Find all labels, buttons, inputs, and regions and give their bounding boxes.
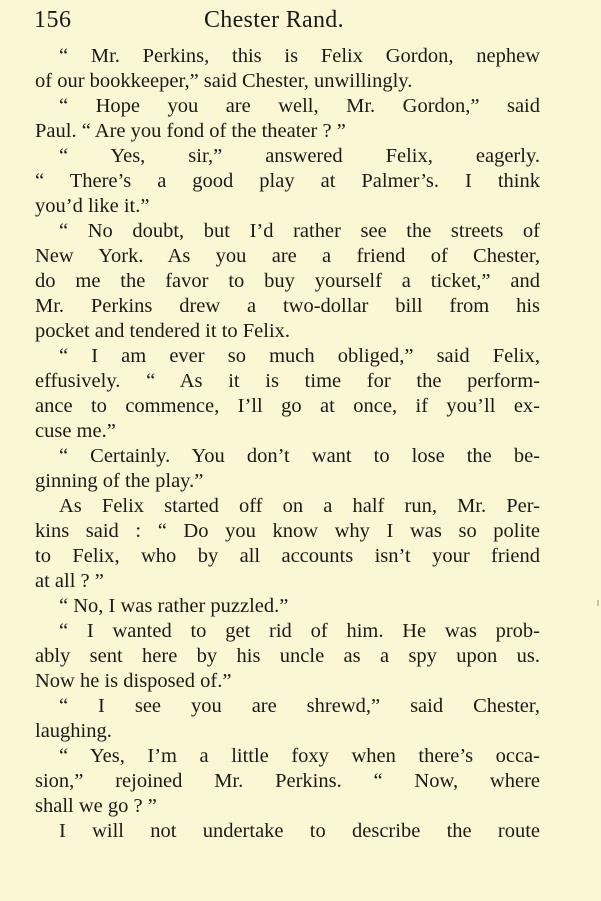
- text-line: “ I am ever so much obliged,” said Felix,: [59, 345, 540, 367]
- text-line: sion,” rejoined Mr. Perkins. “ Now, where: [35, 770, 540, 792]
- text-line: “ There’s a good play at Palmer’s. I think: [35, 170, 540, 192]
- text-line: “ No doubt, but I’d rather see the streets of: [59, 220, 540, 242]
- text-line: “ I see you are shrewd,” said Chester,: [59, 695, 540, 717]
- text-line: Paul. “ Are you fond of the theater ? ”: [35, 120, 346, 142]
- text-line: ginning of the play.”: [35, 470, 204, 492]
- text-line: I will not undertake to describe the route: [59, 820, 540, 842]
- text-line: you’d like it.”: [35, 195, 150, 217]
- page-header: [0, 0, 601, 44]
- text-line: do me the favor to buy yourself a ticket,” and: [35, 270, 540, 292]
- text-line: “ I wanted to get rid of him. He was prob-: [59, 620, 540, 642]
- text-line: shall we go ? ”: [35, 795, 157, 817]
- text-line: ably sent here by his uncle as a spy upon us.: [35, 645, 540, 667]
- text-line: kins said : “ Do you know why I was so polite: [35, 520, 540, 542]
- scan-speck: [597, 600, 599, 606]
- text-line: ance to commence, I’ll go at once, if you’ll ex-: [35, 395, 540, 417]
- running-head: Chester Rand.: [204, 7, 344, 33]
- text-line: “ No, I was rather puzzled.”: [59, 595, 289, 617]
- text-line: “ Yes, sir,” answered Felix, eagerly.: [59, 145, 540, 167]
- text-line: effusively. “ As it is time for the perform-: [35, 370, 540, 392]
- text-line: “ Hope you are well, Mr. Gordon,” said: [59, 95, 540, 117]
- text-line: to Felix, who by all accounts isn’t your friend: [35, 545, 540, 567]
- text-line: Mr. Perkins drew a two-dollar bill from his: [35, 295, 540, 317]
- page-number: 156: [34, 7, 72, 33]
- text-line: “ Yes, I’m a little foxy when there’s occa-: [59, 745, 540, 767]
- body-text: [35, 44, 540, 844]
- text-line: cuse me.”: [35, 420, 116, 442]
- text-line: As Felix started off on a half run, Mr. Per-: [59, 495, 540, 517]
- text-line: “ Mr. Perkins, this is Felix Gordon, nephew: [59, 45, 540, 67]
- text-line: pocket and tendered it to Felix.: [35, 320, 291, 342]
- text-line: Now he is disposed of.”: [35, 670, 232, 692]
- text-line: laughing.: [35, 720, 112, 742]
- text-line: “ Certainly. You don’t want to lose the be-: [59, 445, 540, 467]
- text-line: of our bookkeeper,” said Chester, unwillingly.: [35, 70, 413, 92]
- text-line: at all ? ”: [35, 570, 104, 592]
- text-line: New York. As you are a friend of Chester,: [35, 245, 540, 267]
